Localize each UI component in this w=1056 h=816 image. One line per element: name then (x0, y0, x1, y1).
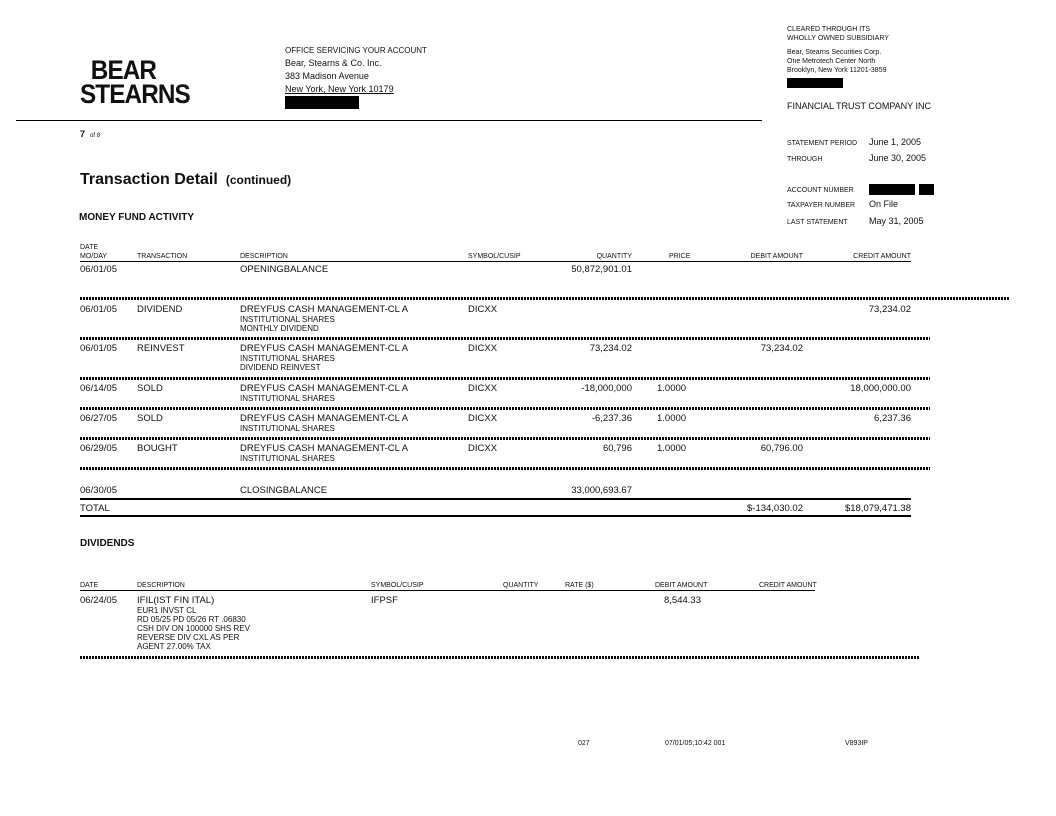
row-4-quantity: -6,237.36 (591, 413, 632, 424)
label: LAST STATEMENT (787, 219, 848, 226)
col-date-line1: DATE (80, 244, 99, 251)
logo-line-1: BEAR (90, 55, 157, 85)
desc-line-4: CSH DIV ON 100000 SHS REV (137, 624, 250, 633)
last-statement (787, 216, 924, 226)
desc-sub-2: MONTHLY DIVIDEND (240, 324, 319, 333)
footer-code-2: V893IP (845, 740, 868, 747)
office-line-2: 383 Madison Avenue (285, 71, 369, 81)
page-title (80, 171, 291, 189)
row-separator (80, 467, 930, 470)
row-1-desc (240, 304, 408, 333)
office-heading: OFFICE SERVICING YOUR ACCOUNT (285, 46, 427, 55)
row-4-credit: 6,237.36 (874, 413, 911, 424)
total-top-rule (80, 498, 911, 500)
col-credit: CREDIT AMOUNT (853, 253, 911, 260)
row-5-quantity: 60,796 (602, 443, 632, 454)
desc-line: DREYFUS CASH MANAGEMENT-CL A (240, 343, 409, 354)
office-line-3: New York, New York 10179 (285, 84, 394, 94)
row-5-transaction: BOUGHT (137, 443, 178, 454)
bear-stearns-logo (80, 55, 190, 109)
clearing-line-5: Brooklyn, New York 11201-3859 (787, 67, 887, 74)
row-5-date: 06/29/05 (80, 443, 117, 454)
desc-line-3: RD 05/25 PD 05/26 RT .06830 (137, 615, 246, 624)
row-2-symbol: DICXX (468, 343, 498, 354)
footer-code-1: 027 (578, 740, 590, 747)
div-col-symbol: SYMBOL/CUSIP (371, 582, 424, 589)
row-4-date: 06/27/05 (80, 413, 117, 424)
div-col-description: DESCRIPTION (137, 582, 185, 589)
desc-sub-2: DIVIDEND REINVEST (240, 363, 321, 372)
div-row-date: 06/24/05 (80, 595, 117, 606)
col-date-line2: MO/DAY (80, 253, 108, 260)
clearing-line-4: One Metrotech Center North (787, 58, 876, 65)
row-3-price: 1.0000 (657, 383, 687, 394)
value: June 30, 2005 (869, 153, 927, 163)
total-debit: $-134,030.02 (747, 503, 803, 514)
row-4-symbol: DICXX (468, 413, 498, 424)
row-5-price: 1.0000 (657, 443, 687, 454)
page-number (80, 129, 100, 139)
col-description: DESCRIPTION (240, 253, 288, 260)
row-2-desc (240, 343, 408, 372)
money-fund-heading: MONEY FUND ACTIVITY (79, 212, 195, 223)
desc-line-2: EUR1 INVST CL (137, 606, 197, 615)
label: TAXPAYER NUMBER (787, 202, 856, 209)
row-5-debit: 60,796.00 (760, 443, 803, 454)
account-holder-name: FINANCIAL TRUST COMPANY INC (787, 101, 932, 111)
header-divider (16, 120, 762, 121)
desc-sub-1: INSTITUTIONAL SHARES (240, 315, 335, 324)
clearing-line-3: Bear, Stearns Securities Corp. (787, 49, 882, 56)
desc-line: IFIL(IST FIN ITAL) (137, 595, 215, 606)
div-row-desc (137, 595, 250, 651)
div-row-separator (80, 656, 920, 659)
col-debit: DEBIT AMOUNT (750, 253, 803, 260)
row-3-quantity: -18,000,000 (581, 383, 632, 394)
label: STATEMENT PERIOD (787, 140, 858, 147)
header-rule (80, 261, 911, 262)
row-separator (80, 297, 1010, 300)
col-quantity: QUANTITY (596, 253, 632, 260)
desc-line: DREYFUS CASH MANAGEMENT-CL A (240, 443, 409, 454)
row-5-symbol: DICXX (468, 443, 498, 454)
total-bottom-rule (80, 515, 911, 517)
logo-line-2: STEARNS (80, 79, 190, 109)
desc-line: DREYFUS CASH MANAGEMENT-CL A (240, 413, 409, 424)
div-col-debit: DEBIT AMOUNT (655, 582, 708, 589)
redaction-block (869, 184, 915, 195)
clearing-info (787, 25, 889, 91)
page-current: 7 (80, 129, 86, 139)
col-date (80, 243, 107, 261)
opening-desc: OPENINGBALANCE (240, 264, 329, 275)
desc-sub-1: INSTITUTIONAL SHARES (240, 424, 335, 433)
value: June 1, 2005 (869, 137, 922, 147)
div-header-rule (80, 590, 815, 591)
statement-period (787, 137, 921, 147)
row-2-date: 06/01/05 (80, 343, 117, 354)
redaction-block (919, 184, 934, 195)
div-col-quantity: QUANTITY (503, 582, 539, 589)
div-row-debit: 8,544.33 (664, 595, 701, 606)
dividends-heading: DIVIDENDS (80, 538, 135, 549)
title-main: Transaction Detail (80, 171, 218, 188)
div-col-credit: CREDIT AMOUNT (759, 582, 817, 589)
row-1-date: 06/01/05 (80, 304, 117, 315)
col-price: PRICE (669, 253, 691, 260)
opening-date: 06/01/05 (80, 264, 117, 275)
row-4-desc (240, 413, 408, 433)
row-2-debit: 73,234.02 (760, 343, 803, 354)
div-row-symbol: IFPSF (371, 595, 398, 606)
row-1-symbol: DICXX (468, 304, 498, 315)
desc-sub-1: INSTITUTIONAL SHARES (240, 454, 335, 463)
label: THROUGH (787, 156, 823, 163)
div-col-date: DATE (80, 582, 99, 589)
total-label: TOTAL (80, 503, 110, 514)
title-continued: (continued) (225, 173, 292, 187)
desc-sub-1: INSTITUTIONAL SHARES (240, 394, 335, 403)
row-4-price: 1.0000 (657, 413, 687, 424)
footer-timestamp: 07/01/05;10:42 001 (665, 740, 726, 747)
label: ACCOUNT NUMBER (787, 187, 854, 194)
row-2-quantity: 73,234.02 (589, 343, 632, 354)
row-3-credit: 18,000,000.00 (850, 383, 911, 394)
row-5-desc (240, 443, 408, 463)
account-number (787, 184, 934, 195)
row-4-transaction: SOLD (137, 413, 163, 424)
redaction-block (285, 96, 359, 109)
row-1-transaction: DIVIDEND (137, 304, 183, 315)
taxpayer-number (787, 199, 898, 209)
row-separator (80, 337, 930, 340)
page-total: of 8 (90, 133, 101, 139)
div-col-rate: RATE ($) (565, 582, 594, 589)
col-symbol: SYMBOL/CUSIP (468, 253, 521, 260)
desc-line: DREYFUS CASH MANAGEMENT-CL A (240, 383, 409, 394)
row-separator (80, 407, 930, 410)
opening-quantity: 50,872,901.01 (571, 264, 632, 275)
redaction-block (787, 78, 843, 88)
row-separator (80, 377, 930, 380)
value: On File (869, 199, 899, 209)
value: May 31, 2005 (869, 216, 924, 226)
office-line-1: Bear, Stearns & Co. Inc. (285, 58, 382, 68)
row-separator (80, 437, 930, 440)
office-address (285, 44, 427, 113)
desc-line-6: AGENT 27.00% TAX (137, 642, 211, 651)
desc-sub-1: INSTITUTIONAL SHARES (240, 354, 335, 363)
clearing-line-2: WHOLLY OWNED SUBSIDIARY (787, 35, 889, 42)
row-3-transaction: SOLD (137, 383, 163, 394)
row-3-desc (240, 383, 408, 403)
col-transaction: TRANSACTION (137, 253, 188, 260)
row-3-date: 06/14/05 (80, 383, 117, 394)
row-3-symbol: DICXX (468, 383, 498, 394)
clearing-line-1: CLEARED THROUGH ITS (787, 26, 871, 33)
desc-line-5: REVERSE DIV CXL AS PER (137, 633, 240, 642)
closing-date: 06/30/05 (80, 485, 117, 496)
row-2-transaction: REINVEST (137, 343, 185, 354)
closing-quantity: 33,000,693.67 (571, 485, 632, 496)
desc-line: DREYFUS CASH MANAGEMENT-CL A (240, 304, 409, 315)
closing-desc: CLOSINGBALANCE (240, 485, 328, 496)
total-credit: $18,079,471.38 (844, 503, 911, 514)
row-1-credit: 73,234.02 (868, 304, 911, 315)
statement-through (787, 153, 926, 163)
